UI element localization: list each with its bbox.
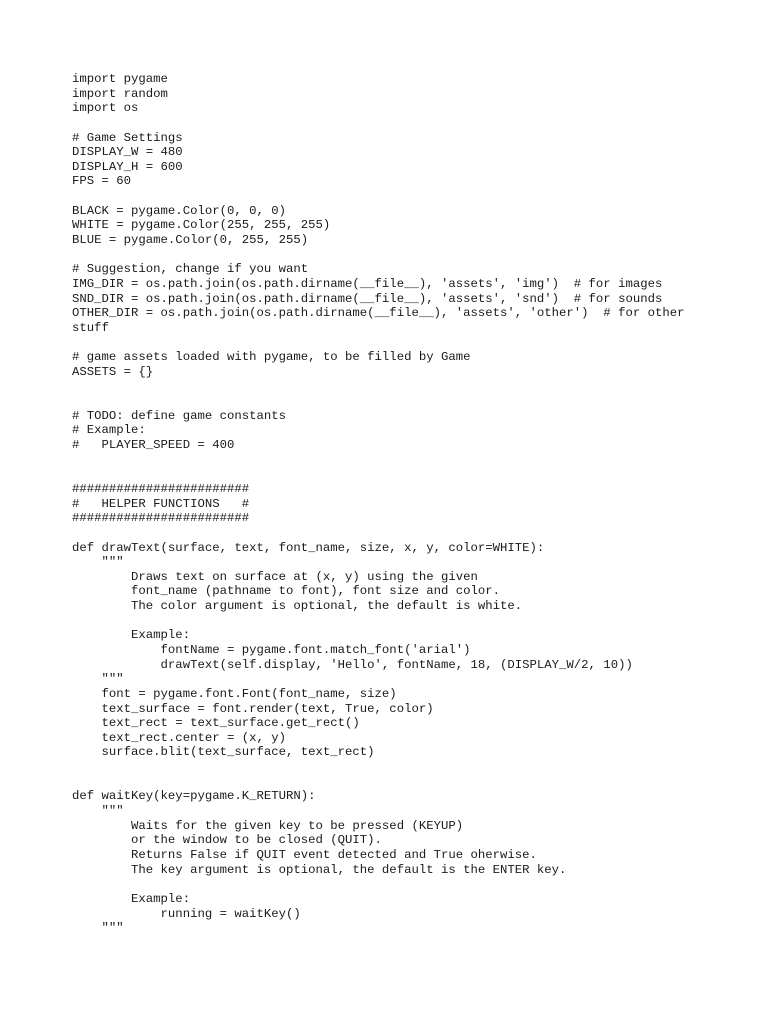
code-line: import os	[72, 101, 139, 116]
code-line: ASSETS = {}	[72, 364, 154, 379]
code-line	[72, 336, 685, 351]
code-line: FPS = 60	[72, 174, 132, 189]
code-line: OTHER_DIR = os.path.join(os.path.dirname(__file__), 'assets', 'other') # for other	[72, 306, 685, 321]
code-line	[72, 379, 685, 394]
code-line: def waitKey(key=pygame.K_RETURN):	[72, 789, 316, 804]
code-line: # TODO: define game constants	[72, 408, 287, 423]
code-line: fontName = pygame.font.match_font('arial')	[72, 642, 471, 657]
code-line: # PLAYER_SPEED = 400	[72, 438, 235, 453]
code-line	[72, 760, 685, 775]
code-line: # HELPER FUNCTIONS #	[72, 496, 250, 511]
code-line: """	[72, 921, 124, 936]
code-line	[72, 189, 685, 204]
code-line: font = pygame.font.Font(font_name, size)	[72, 686, 397, 701]
code-line: """	[72, 804, 124, 819]
code-line: running = waitKey()	[72, 906, 301, 921]
code-line: ########################	[72, 481, 250, 496]
code-line	[72, 877, 685, 892]
code-line	[72, 394, 685, 409]
code-line: surface.blit(text_surface, text_rect)	[72, 745, 375, 760]
code-line: The key argument is optional, the default is the ENTER key.	[72, 862, 567, 877]
code-line: ########################	[72, 511, 250, 526]
code-line: # Game Settings	[72, 130, 183, 145]
code-line: stuff	[72, 320, 109, 335]
code-line: BLUE = pygame.Color(0, 255, 255)	[72, 233, 309, 248]
code-line	[72, 614, 685, 629]
code-line: Example:	[72, 891, 191, 906]
code-line: Waits for the given key to be pressed (KEYUP)	[72, 818, 464, 833]
code-line: Example:	[72, 628, 191, 643]
code-line	[72, 467, 685, 482]
code-line: import random	[72, 86, 168, 101]
code-line: IMG_DIR = os.path.join(os.path.dirname(__file__), 'assets', 'img') # for images	[72, 276, 663, 291]
code-line: DISPLAY_W = 480	[72, 145, 183, 160]
code-line: # game assets loaded with pygame, to be filled by Game	[72, 350, 471, 365]
code-line: The color argument is optional, the default is white.	[72, 599, 523, 614]
code-line: or the window to be closed (QUIT).	[72, 833, 382, 848]
code-line: text_rect.center = (x, y)	[72, 730, 287, 745]
code-line: BLACK = pygame.Color(0, 0, 0)	[72, 203, 287, 218]
code-line: font_name (pathname to font), font size and color.	[72, 584, 501, 599]
code-line: Returns False if QUIT event detected and True oherwise.	[72, 847, 537, 862]
code-listing	[72, 72, 685, 936]
code-line: """	[72, 555, 124, 570]
code-line: drawText(self.display, 'Hello', fontName, 18, (DISPLAY_W/2, 10))	[72, 657, 633, 672]
code-line: text_rect = text_surface.get_rect()	[72, 716, 360, 731]
code-line: Draws text on surface at (x, y) using the given	[72, 569, 478, 584]
code-line: # Example:	[72, 423, 146, 438]
code-line: SND_DIR = os.path.join(os.path.dirname(__file__), 'assets', 'snd') # for sounds	[72, 291, 663, 306]
code-line: import pygame	[72, 72, 168, 86]
code-line: DISPLAY_H = 600	[72, 159, 183, 174]
code-line	[72, 116, 685, 131]
code-line	[72, 453, 685, 468]
code-line	[72, 775, 685, 790]
code-line: def drawText(surface, text, font_name, size, x, y, color=WHITE):	[72, 540, 545, 555]
code-line: WHITE = pygame.Color(255, 255, 255)	[72, 218, 331, 233]
code-line: """	[72, 672, 124, 687]
code-line	[72, 526, 685, 541]
code-line: # Suggestion, change if you want	[72, 262, 309, 277]
code-line	[72, 248, 685, 263]
code-line: text_surface = font.render(text, True, color)	[72, 701, 434, 716]
